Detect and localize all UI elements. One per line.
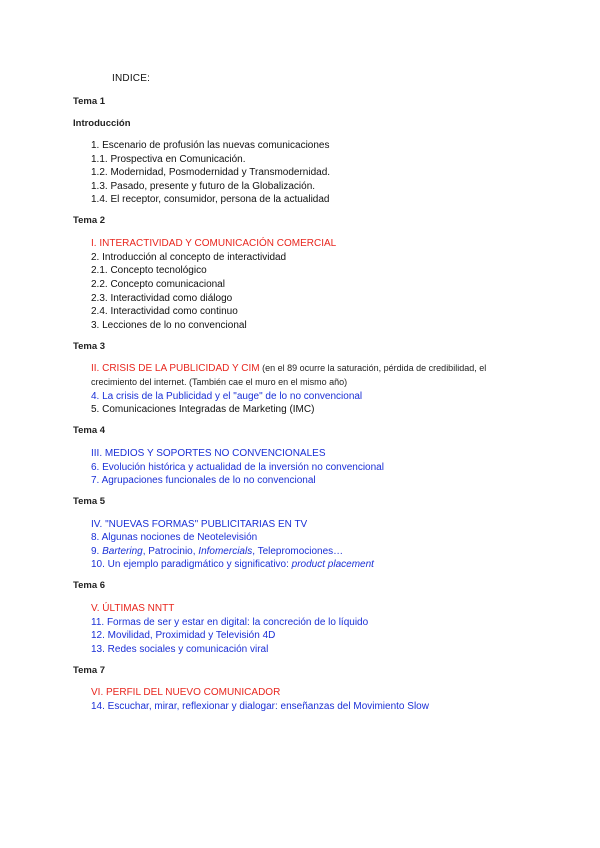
- section-title: I. INTERACTIVIDAD Y COMUNICACIÓN COMERCIAL: [91, 238, 337, 249]
- section-note: (en el 89 ocurre la saturación, pérdida de credibilidad, el: [259, 363, 487, 373]
- tema7-heading: Tema 7: [73, 665, 106, 676]
- tema4-heading: Tema 4: [73, 425, 106, 436]
- item-term: Infomercials: [198, 546, 253, 557]
- tema1-intro: Introducción: [73, 118, 131, 129]
- toc-item: [91, 558, 374, 572]
- tema2-heading: Tema 2: [73, 215, 106, 226]
- section-title: IV. "NUEVAS FORMAS" PUBLICITARIAS EN TV: [91, 519, 308, 530]
- toc-item: 14. Escuchar, mirar, reflexionar y dialogar: enseñanzas del Movimiento Slow: [91, 701, 429, 712]
- section-title: III. MEDIOS Y SOPORTES NO CONVENCIONALES: [91, 448, 326, 459]
- toc-item: 2.1. Concepto tecnológico: [91, 265, 207, 276]
- section-title: II. CRISIS DE LA PUBLICIDAD Y CIM: [91, 363, 260, 374]
- tema3-heading: Tema 3: [73, 341, 106, 352]
- section-title: V. ÚLTIMAS NNTT: [91, 603, 175, 614]
- item-text: 10. Un ejemplo paradigmático y significativo:: [91, 559, 292, 570]
- tema5-heading: Tema 5: [73, 496, 106, 507]
- toc-item: 1.4. El receptor, consumidor, persona de la actualidad: [91, 194, 330, 205]
- toc-item: 1.3. Pasado, presente y futuro de la Globalización.: [91, 181, 316, 192]
- toc-item: 2. Introducción al concepto de interactividad: [91, 252, 287, 263]
- item-text: , Patrocinio,: [142, 546, 199, 557]
- toc-item: 3. Lecciones de lo no convencional: [91, 320, 247, 331]
- section-line: [91, 362, 486, 376]
- toc-item: 4. La crisis de la Publicidad y el "auge" de lo no convencional: [91, 391, 363, 402]
- section-note-continued: crecimiento del internet. (También cae el muro en el mismo año): [91, 377, 348, 387]
- toc-item: [91, 545, 343, 559]
- toc-item: 2.3. Interactividad como diálogo: [91, 293, 233, 304]
- toc-item: 1.2. Modernidad, Posmodernidad y Transmodernidad.: [91, 167, 331, 178]
- item-text: , Telepromociones…: [252, 546, 344, 557]
- toc-item: 1. Escenario de profusión las nuevas comunicaciones: [91, 140, 330, 151]
- item-term: product placement: [291, 559, 374, 570]
- toc-item: 13. Redes sociales y comunicación viral: [91, 644, 269, 655]
- toc-item: 7. Agrupaciones funcionales de lo no convencional: [91, 475, 316, 486]
- toc-item: 6. Evolución histórica y actualidad de la inversión no convencional: [91, 462, 384, 473]
- toc-item: 11. Formas de ser y estar en digital: la concreción de lo líquido: [91, 617, 369, 628]
- toc-item: 12. Movilidad, Proximidad y Televisión 4D: [91, 630, 276, 641]
- toc-item: 1.1. Prospectiva en Comunicación.: [91, 154, 246, 165]
- toc-item: 8. Algunas nociones de Neotelevisión: [91, 532, 258, 543]
- item-term: Bartering: [102, 546, 143, 557]
- index-title: INDICE:: [112, 73, 151, 84]
- toc-item: 2.2. Concepto comunicacional: [91, 279, 225, 290]
- toc-item: 5. Comunicaciones Integradas de Marketing (IMC): [91, 404, 315, 415]
- tema6-heading: Tema 6: [73, 580, 106, 591]
- section-title: VI. PERFIL DEL NUEVO COMUNICADOR: [91, 687, 281, 698]
- toc-item: 2.4. Interactividad como continuo: [91, 306, 238, 317]
- tema1-heading: Tema 1: [73, 96, 106, 107]
- item-number: 9.: [91, 546, 103, 557]
